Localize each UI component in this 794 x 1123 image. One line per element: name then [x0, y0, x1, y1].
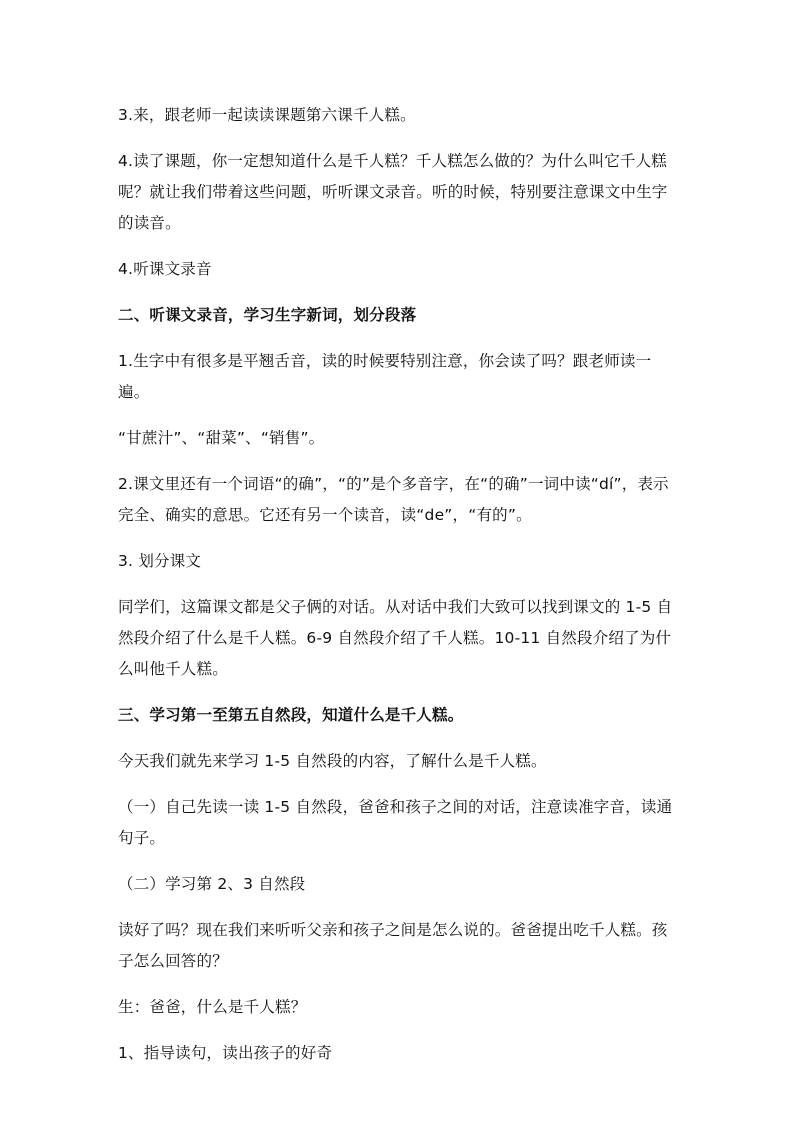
- document-page: [118, 100, 680, 1084]
- paragraph-5: 1.生字中有很多是平翘舌音，读的时候要特别注意，你会读了吗？跟老师读一遍。: [118, 352, 652, 401]
- paragraph-1: 3.来，跟老师一起读读课题第六课千人糕。: [118, 106, 416, 124]
- paragraph-16: 1、指导读句，读出孩子的好奇: [118, 1044, 333, 1062]
- paragraph-2: 4.读了课题，你一定想知道什么是千人糕？千人糕怎么做的？为什么叫它千人糕呢？就让我们带着这些问题，听听课文录音。听的时候，特别要注意课文中生字的读音。: [118, 152, 668, 232]
- paragraph-9: 同学们，这篇课文都是父子俩的对话。从对话中我们大致可以找到课文的 1-5 自然段介绍了什么是千人糕。6-9 自然段介绍了千人糕。10-11 自然段介绍了为什么叫他千人糕。: [118, 598, 673, 678]
- paragraph-15: 生：爸爸，什么是千人糕？: [118, 998, 307, 1016]
- paragraph-13: （二）学习第 2、3 自然段: [118, 875, 306, 893]
- section-heading-2: 二、听课文录音，学习生字新词，划分段落: [118, 306, 417, 324]
- paragraph-12: （一）自己先读一读 1-5 自然段，爸爸和孩子之间的对话，注意读准字音，读通句子。: [118, 798, 673, 847]
- paragraph-8: 3. 划分课文: [118, 552, 202, 570]
- paragraph-3: 4.听课文录音: [118, 260, 212, 278]
- paragraph-7: 2.课文里还有一个词语“的确”，“的”是个多音字，在“的确”一词中读“dí”，表示完全、确实的意思。它还有另一个读音，读“de”，“有的”。: [118, 475, 669, 524]
- paragraph-6: “甘蔗汁”、“甜菜”、“销售”。: [118, 429, 325, 447]
- section-heading-3: 三、学习第一至第五自然段，知道什么是千人糕。: [118, 706, 464, 724]
- paragraph-14: 读好了吗？现在我们来听听父亲和孩子之间是怎么说的。爸爸提出吃千人糕。孩子怎么回答的？: [118, 921, 668, 970]
- paragraph-11: 今天我们就先来学习 1-5 自然段的内容，了解什么是千人糕。: [118, 752, 547, 770]
